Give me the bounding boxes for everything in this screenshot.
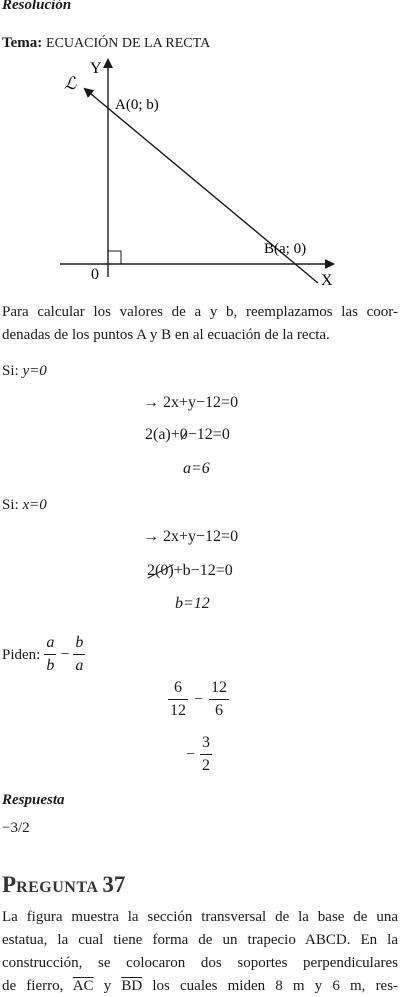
intro-line-1: Para calcular los valores de a y b, reemplazamos las coor- (2, 304, 398, 320)
case2-substitution (147, 562, 233, 580)
tema-value: ECUACIÓN DE LA RECTA (46, 36, 211, 51)
crossed-term: 2(0) (147, 562, 174, 579)
si-label: Si: (2, 497, 19, 513)
arrow-icon: → (143, 394, 159, 411)
arrow-icon: → (143, 528, 159, 545)
equation-line: 2x+y−12=0 (163, 394, 239, 411)
point-b-label: B(a; 0) (264, 241, 307, 257)
frac-den: 12 (170, 702, 186, 719)
line-diagram (0, 52, 400, 292)
case1-equation (143, 394, 238, 412)
minus-sign: − (186, 745, 196, 763)
pregunta-line-2: estatua, la cual tiene forma de un trapecio ABCD. En la (2, 932, 398, 948)
equation-line: 2x+y−12=0 (163, 528, 239, 545)
case1-condition (2, 360, 47, 382)
case2-result (175, 595, 210, 613)
fraction-3-over-2 (200, 732, 212, 777)
respuesta-value: −3/2 (2, 820, 30, 836)
final-fraction (186, 732, 212, 777)
pregunta-line-4 (2, 975, 398, 997)
pregunta-line-3: construcción, se colocaron dos soportes perpendiculares (2, 955, 398, 971)
pregunta-smallcaps: REGUNTA (16, 879, 99, 896)
fraction-a-over-b (44, 632, 56, 677)
sub-part-b: −12=0 (187, 426, 230, 443)
minus-op: − (60, 645, 70, 663)
sub-part-a: 2(a)+ (145, 426, 180, 443)
tema-label: Tema: (2, 35, 43, 51)
point-a-label: A(0; b) (115, 97, 159, 113)
line-label: ℒ (64, 74, 77, 94)
case1-substitution (145, 426, 230, 444)
segment-bd: $\overline{BD}$ (121, 978, 143, 994)
frac-den: b (46, 657, 55, 674)
piden-expression (2, 632, 85, 677)
condition-x0: x=0 (22, 497, 47, 513)
pregunta-initial: P (2, 872, 17, 897)
intro-line-2: denadas de los puntos A y B en al ecuación de la recta. (2, 327, 330, 343)
substituted-fractions (168, 677, 229, 722)
right-angle-mark (108, 251, 121, 264)
frac-den: a (75, 657, 84, 674)
case2-condition (2, 494, 47, 516)
si-label: Si: (2, 363, 19, 379)
result-a: a=6 (183, 460, 210, 477)
frac-num: b (73, 632, 85, 655)
frac-den: 6 (215, 702, 224, 719)
crossed-term: 0 (179, 426, 188, 443)
case2-equation (143, 528, 238, 546)
condition-y0: y=0 (22, 363, 47, 379)
fraction-6-over-12 (168, 677, 188, 722)
piden-label: Piden: (2, 646, 41, 663)
line4-part-b: los cuales miden 8 m y 6 m, res- (152, 978, 399, 994)
frac-num: 12 (209, 677, 229, 700)
frac-num: 3 (200, 732, 212, 755)
segment-ac: $\overline{AC}$ (72, 978, 94, 994)
fraction-b-over-a (73, 632, 85, 677)
pregunta-line-1: La figura muestra la sección transversal de la base de una (2, 909, 398, 925)
line4-y: y (103, 978, 112, 994)
resolucion-heading: Resolución (2, 0, 72, 13)
case1-result (183, 460, 210, 478)
x-label: X (321, 272, 333, 289)
line4-part-a: de fierro, (2, 978, 64, 994)
sub-part-b: +b−12=0 (173, 562, 233, 579)
frac-den: 2 (202, 757, 211, 774)
result-b: b=12 (175, 595, 210, 612)
frac-num: a (44, 632, 56, 655)
origin-label: 0 (91, 266, 99, 283)
frac-num: 6 (168, 677, 188, 700)
fraction-12-over-6 (209, 677, 229, 722)
y-label: Y (90, 60, 102, 77)
pregunta-number: 37 (102, 872, 126, 897)
minus-op: − (194, 690, 204, 708)
pregunta-heading (2, 872, 125, 898)
respuesta-heading: Respuesta (2, 792, 65, 808)
